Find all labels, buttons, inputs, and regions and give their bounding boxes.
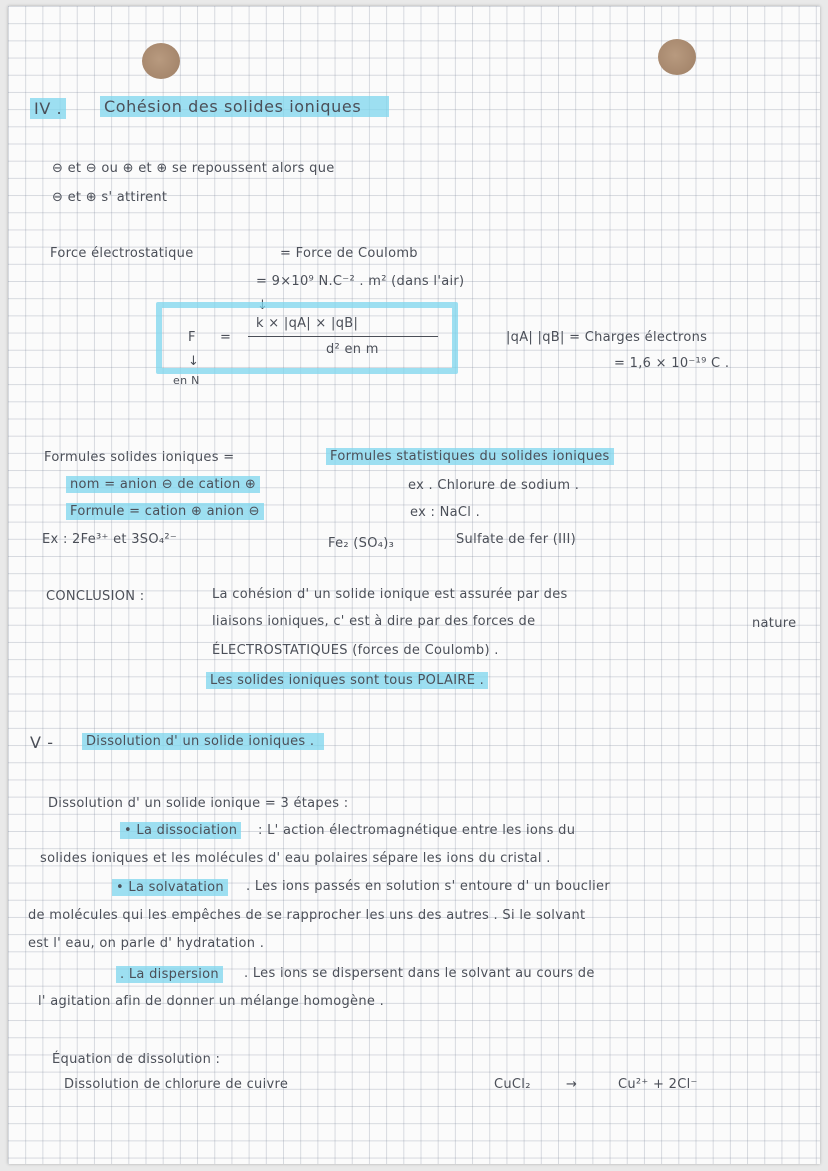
charges-line-1: ⊖ et ⊖ ou ⊕ et ⊕ se repoussent alors que	[52, 161, 335, 176]
force-arrow: ↓	[188, 354, 200, 369]
example-name: Sulfate de fer (III)	[456, 532, 576, 547]
formula-box	[156, 302, 458, 374]
force-label: Force électrostatique	[50, 246, 194, 261]
section-5-number: V -	[30, 733, 54, 752]
force-symbol: F	[188, 330, 196, 345]
equation-label: Équation de dissolution :	[52, 1052, 221, 1067]
step-1-label: • La dissociation	[120, 822, 241, 839]
equation-reactant: CuCl₂	[494, 1077, 531, 1092]
step-1-line-a: : L' action électromagnétique entre les ions du	[258, 823, 576, 838]
formules-right: Formules statistiques du solides ioniques	[326, 448, 614, 465]
step-3-line-a: . Les ions se dispersent dans le solvant au cours de	[244, 966, 595, 981]
charges-value: = 1,6 × 10⁻¹⁹ C .	[614, 356, 730, 371]
charges-definition: |qA| |qB| = Charges électrons	[506, 330, 708, 345]
conclusion-line-4: Les solides ioniques sont tous POLAIRE .	[206, 672, 488, 689]
force-eq-2: = 9×10⁹ N.C⁻² . m² (dans l'air)	[256, 274, 465, 289]
nom-example: ex . Chlorure de sodium .	[408, 478, 580, 493]
section-5-title: Dissolution d' un solide ioniques .	[82, 733, 324, 750]
punch-hole-left	[142, 43, 180, 79]
step-3-line-b: l' agitation afin de donner un mélange homogène .	[38, 994, 385, 1009]
example-ions: Ex : 2Fe³⁺ et 3SO₄²⁻	[42, 532, 178, 547]
conclusion-label: CONCLUSION :	[46, 589, 145, 604]
formules-left: Formules solides ioniques =	[44, 450, 235, 465]
force-unit: en N	[173, 374, 200, 387]
force-equals: =	[220, 330, 232, 345]
punch-hole-right	[658, 39, 696, 75]
notebook-page	[8, 6, 820, 1164]
step-2-line-b: de molécules qui les empêches de se rapprocher les uns des autres . Si le solvant	[28, 908, 586, 923]
step-2-line-a: . Les ions passés en solution s' entoure d' un bouclier	[246, 879, 610, 894]
k-arrow: ↓	[257, 298, 269, 313]
fraction-bar	[248, 336, 438, 337]
example-formula: Fe₂ (SO₄)₃	[328, 536, 395, 551]
conclusion-line-2: liaisons ioniques, c' est à dire par des forces de	[212, 614, 536, 629]
step-2-line-c: est l' eau, on parle d' hydratation .	[28, 936, 265, 951]
section-4-title: Cohésion des solides ioniques	[100, 96, 389, 117]
formule-rule: Formule = cation ⊕ anion ⊖	[66, 503, 264, 520]
conclusion-line-3: ÉLECTROSTATIQUES (forces de Coulomb) .	[212, 643, 499, 658]
step-1-line-b: solides ioniques et les molécules d' eau polaires sépare les ions du cristal .	[40, 851, 551, 866]
equation-description: Dissolution de chlorure de cuivre	[64, 1077, 289, 1092]
force-eq-1: = Force de Coulomb	[280, 246, 418, 261]
nom-rule: nom = anion ⊖ de cation ⊕	[66, 476, 260, 493]
section-4-number: IV .	[30, 98, 66, 119]
dissolution-intro: Dissolution d' un solide ionique = 3 étapes :	[48, 796, 349, 811]
conclusion-line-2-end: nature	[752, 616, 797, 631]
formula-denominator: d² en m	[326, 342, 379, 357]
conclusion-line-1: La cohésion d' un solide ionique est assurée par des	[212, 587, 568, 602]
step-2-label: • La solvatation	[112, 879, 228, 896]
step-3-label: . La dispersion	[116, 966, 223, 983]
formule-example: ex : NaCl .	[410, 505, 481, 520]
equation-products: Cu²⁺ + 2Cl⁻	[618, 1077, 698, 1092]
charges-line-2: ⊖ et ⊕ s' attirent	[52, 190, 168, 205]
formula-numerator: k × |qA| × |qB|	[256, 316, 359, 331]
equation-arrow: →	[566, 1077, 578, 1092]
